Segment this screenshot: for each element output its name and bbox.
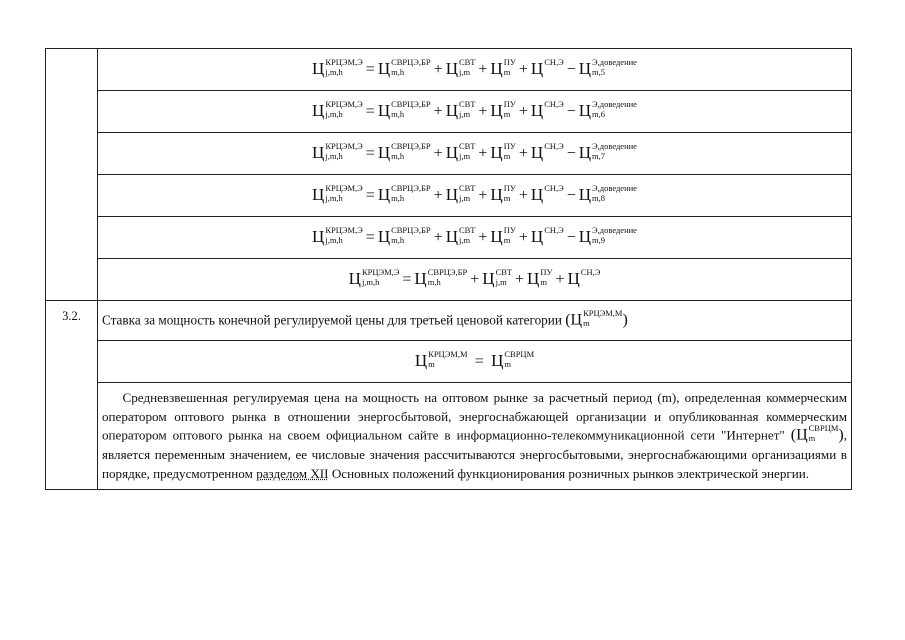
formula-cell	[98, 217, 852, 259]
energy-price-formula: Ц КРЦЭМ,Э j,m,h = Ц СВРЦЭ,БР m,h + Ц СВТ j,m + Ц ПУ m + Ц СН,Э − Ц Э,доведение m,9	[312, 225, 637, 246]
capacity-formula: Ц КРЦЭМ,М m = Ц СВРЦМ m	[414, 349, 535, 370]
table-row-formula	[46, 91, 852, 133]
formula-cell	[98, 133, 852, 175]
energy-price-formula: Ц КРЦЭМ,Э j,m,h = Ц СВРЦЭ,БР m,h + Ц СВТ j,m + Ц ПУ m + Ц СН,Э − Ц Э,доведение m,7	[312, 141, 637, 162]
energy-price-formula-base: Ц КРЦЭМ,Э j,m,h = Ц СВРЦЭ,БР m,h + Ц СВТ j,m + Ц ПУ m + Ц СН,Э	[348, 267, 601, 288]
item-number: 3.2.	[62, 309, 81, 323]
formula-cell	[98, 49, 852, 91]
table-row-capacity-formula	[46, 341, 852, 383]
formula-cell	[98, 259, 852, 301]
table-row-formula	[46, 175, 852, 217]
section-xii-link[interactable]: разделом XII	[256, 465, 329, 481]
energy-price-formula: Ц КРЦЭМ,Э j,m,h = Ц СВРЦЭ,БР m,h + Ц СВТ j,m + Ц ПУ m + Ц СН,Э − Ц Э,доведение m,6	[312, 99, 637, 120]
rate-symbol: (Ц КРЦЭМ,М m )	[565, 307, 628, 329]
rate-label: Ставка за мощность конечной регулируемой цены для третьей ценовой категории	[102, 312, 562, 328]
paragraph-symbol: (Ц СВРЦМ m )	[790, 423, 844, 444]
document-table	[45, 48, 852, 490]
table-row-formula	[46, 49, 852, 91]
table-row-formula-base	[46, 259, 852, 301]
rate-label-cell	[98, 301, 852, 341]
formula-cell	[98, 175, 852, 217]
description-paragraph: Средневзвешенная регулируемая цена на мощность на оптовом рынке за расчетный период (m), определенная коммерческим оператором оптового рынка в отношении энергосбытовой, энергоснабжающей организации и опубликованная коммерческим оператором оптового рынка на своем официальном сайте в информационно-телекоммуникационной сети "Интернет" (Ц СВРЦМ m ), является переменным значением, ее числовые значения рассчитываются энергосбытовыми, энергоснабжающими организациями в порядке, предусмотренном разделом XII Основных положений функционирования розничных рынков электрической энергии.	[98, 383, 852, 490]
table-row-rate-label	[46, 301, 852, 341]
item-number-cell	[46, 301, 98, 490]
capacity-formula-cell	[98, 341, 852, 383]
energy-price-formula: Ц КРЦЭМ,Э j,m,h = Ц СВРЦЭ,БР m,h + Ц СВТ j,m + Ц ПУ m + Ц СН,Э − Ц Э,доведение m,5	[312, 57, 637, 78]
empty-number-cell	[46, 49, 98, 301]
table-row-formula	[46, 217, 852, 259]
table-row-formula	[46, 133, 852, 175]
table-row-paragraph	[46, 383, 852, 490]
formula-cell	[98, 91, 852, 133]
energy-price-formula: Ц КРЦЭМ,Э j,m,h = Ц СВРЦЭ,БР m,h + Ц СВТ j,m + Ц ПУ m + Ц СН,Э − Ц Э,доведение m,8	[312, 183, 637, 204]
